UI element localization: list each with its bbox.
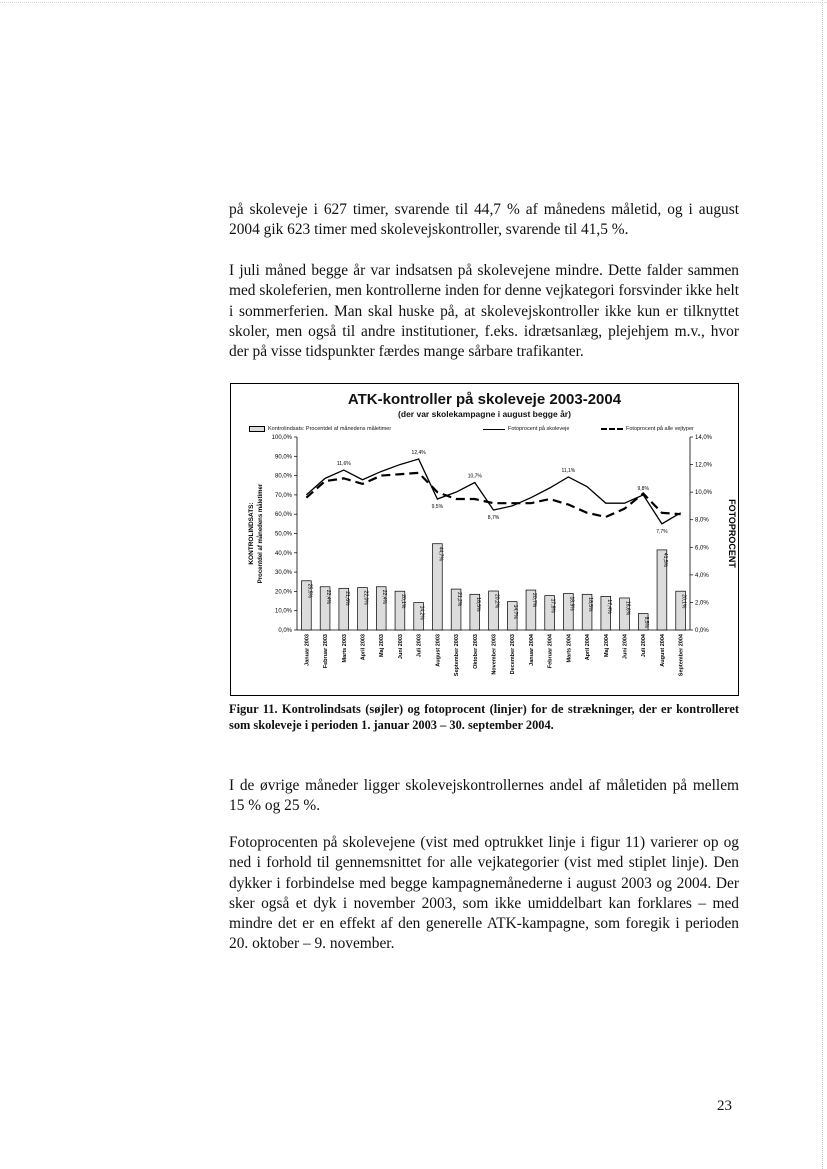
bar-value-label: 17,8%: [549, 598, 556, 613]
left-tick-label: 0,0%: [278, 628, 292, 634]
left-tick-label: 80,0%: [274, 473, 292, 480]
left-tick-label: 30,0%: [274, 570, 292, 577]
point-value-label: 9,5%: [431, 504, 444, 511]
bar-value-label: 22,4%: [325, 589, 332, 604]
category-label: Januar 2004: [528, 634, 535, 666]
category-label: Juli 2004: [641, 634, 648, 658]
category-label: December 2003: [510, 634, 517, 675]
paragraph-2: I juli måned begge år var indsatsen på skolevejene mindre. Dette falder sammen med skoleferien, men kontrollerne inden for denne vejkategori forsvinder ikke helt i sommerferien. Man skal huske på, at skolevejskontroller ikke kun er tilknyttet skoler, men også til andre institutioner, f.eks. idrætsanlæg, plejehjem m.v., hvor der på visse tidspunkter færdes mange sårbare trafikanter.: [229, 262, 739, 361]
category-label: April 2004: [585, 634, 592, 661]
bar-value-label: 44,7%: [437, 546, 444, 561]
category-label: August 2003: [435, 634, 442, 667]
point-value-label: 11,6%: [336, 461, 351, 468]
bar-value-label: 41,5%: [661, 552, 668, 568]
right-tick-label: 14,0%: [695, 435, 713, 441]
point-value-label: 7,7%: [656, 528, 668, 535]
bar-value-label: 18,5%: [587, 597, 594, 612]
figure-caption: Figur 11. Kontrolindsats (søjler) og fotoprocent (linjer) for de strækninger, der er kontrolleret som skoleveje i perioden 1. januar 2003 – 30. september 2004.: [229, 702, 739, 732]
bar-value-label: 18,9%: [568, 596, 575, 611]
legend-solid-label: Fotoprocent på skoleveje: [508, 426, 570, 432]
legend-dashed-label: Fotoprocent på alle vejtyper: [626, 426, 694, 432]
left-tick-label: 60,0%: [274, 512, 292, 519]
category-label: Marts 2003: [341, 634, 348, 663]
paragraph-4: Fotoprocenten på skolevejene (vist med optrukket linje i figur 11) varierer op og ned i forhold til gennemsnittet for alle vejkategorier (vist med stiplet linje). Den dykker i forbindelse med begge kampagnemånederne i august 2003 og 2004. Der sker også et dyk i november 2003, som ikke umiddelbart kan forklares – med mindre det er en effekt af den generelle ATK-kampagne, som foregik i perioden 20. oktober – 9. november.: [229, 834, 739, 953]
category-label: September 2004: [678, 634, 685, 677]
bar-value-label: 20,1%: [399, 594, 406, 609]
category-label: April 2003: [360, 634, 367, 661]
left-tick-label: 90,0%: [274, 454, 292, 461]
chart-title: ATK-kontroller på skoleveje 2003-2004: [347, 391, 622, 408]
right-tick-label: 10,0%: [695, 490, 713, 497]
left-tick-label: 20,0%: [274, 589, 292, 596]
category-label: Juli 2003: [416, 634, 423, 658]
right-tick-label: 2,0%: [695, 600, 709, 607]
category-label: Maj 2004: [603, 634, 610, 657]
bar-value-label: 20,1%: [680, 594, 687, 609]
category-label: Februar 2003: [323, 634, 330, 669]
bar-value-label: 14,2%: [418, 605, 425, 620]
category-label: August 2004: [659, 634, 666, 667]
bar-value-label: 20,7%: [530, 593, 537, 608]
category-label: Marts 2004: [566, 634, 573, 663]
left-tick-label: 40,0%: [274, 550, 292, 557]
point-value-label: 9,8%: [637, 485, 649, 492]
bar-value-label: 22,0%: [362, 590, 369, 605]
point-value-label: 8,7%: [487, 515, 500, 522]
left-tick-label: 10,0%: [274, 608, 292, 615]
bar-value-label: 17,4%: [605, 599, 612, 614]
category-label: Oktober 2003: [472, 634, 479, 669]
bar-value-label: 16,6%: [624, 600, 631, 616]
category-label: September 2003: [454, 634, 461, 677]
bar-value-label: 22,4%: [381, 589, 388, 604]
bar-value-label: 21,2%: [456, 592, 463, 607]
left-axis-title-line2: Procentdel af månedens måletimer: [258, 483, 264, 584]
point-value-label: 11,1%: [561, 467, 576, 474]
bar-value-label: 20,2%: [493, 594, 500, 609]
scan-edge-right: [822, 0, 824, 1169]
left-tick-label: 70,0%: [274, 492, 292, 499]
bar-value-label: 25,5%: [306, 583, 313, 598]
page-number: 23: [717, 1098, 732, 1114]
left-tick-label: 100,0%: [271, 435, 292, 441]
left-axis-title-line1: KONTROLINDSATS:: [248, 502, 255, 565]
category-label: Maj 2003: [379, 634, 386, 657]
left-tick-label: 50,0%: [274, 531, 292, 538]
category-label: November 2003: [491, 634, 498, 675]
legend-bars-label: Kontrolindsats: Procentdel af månedens måletimer: [268, 426, 392, 432]
bar-value-label: 18,5%: [474, 597, 481, 612]
bar-value-label: 8,5%: [643, 616, 650, 629]
right-tick-label: 4,0%: [695, 572, 709, 579]
category-label: Januar 2003: [304, 634, 311, 666]
right-tick-label: 12,0%: [695, 462, 713, 469]
right-tick-label: 8,0%: [695, 517, 709, 524]
right-tick-label: 6,0%: [695, 545, 709, 552]
bar-value-label: 21,6%: [343, 591, 350, 606]
chart-subtitle: (der var skolekampagne i august begge år): [398, 409, 571, 419]
category-label: Juni 2003: [397, 634, 404, 660]
right-tick-label: 0,0%: [695, 628, 709, 634]
figure-11-chart: [230, 383, 739, 696]
right-axis-title: FOTOPROCENT: [727, 499, 737, 568]
chart-plot: [231, 384, 740, 697]
bar-value-label: 14,7%: [512, 604, 519, 619]
category-label: Februar 2004: [547, 634, 554, 669]
scan-edge-top: [0, 2, 827, 4]
paragraph-3: I de øvrige måneder ligger skolevejskontrollernes andel af måletiden på mellem 15 % og 25 %.: [229, 777, 739, 815]
category-label: Juni 2004: [622, 634, 629, 660]
point-value-label: 10,7%: [467, 473, 482, 480]
point-value-label: 12,4%: [411, 450, 426, 457]
paragraph-1: på skoleveje i 627 timer, svarende til 44,7 % af månedens måletid, og i august 2004 gik 623 timer med skolevejskontroller, svarende til 41,5 %.: [229, 201, 739, 239]
